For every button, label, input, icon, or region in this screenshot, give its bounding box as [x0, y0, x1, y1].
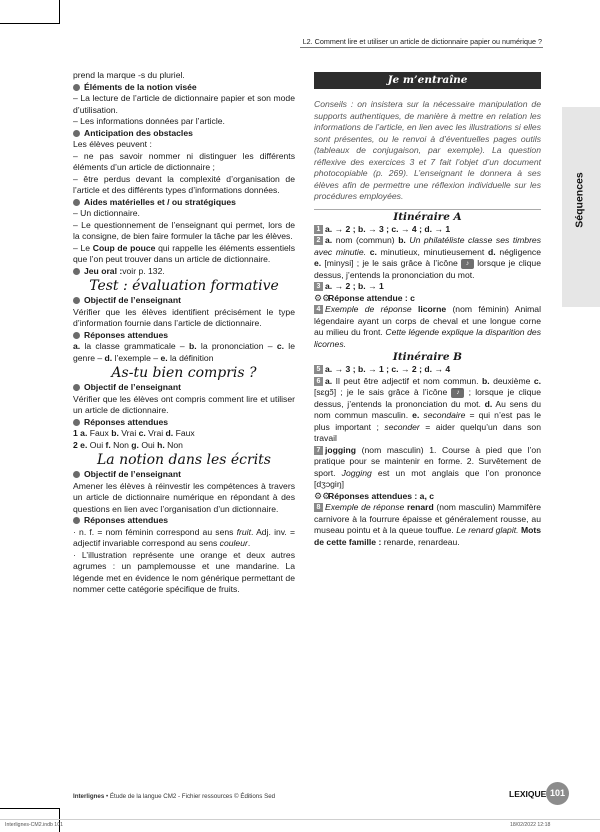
- gears-icon: ⚙⚙: [314, 490, 331, 501]
- paragraph: – être perdus devant la complexité d’organisation de l’article et des différents types d’informations données.: [73, 173, 295, 195]
- exercise-3-answer: ⚙⚙Réponse attendue : c: [314, 292, 415, 303]
- paragraph: Vérifier que les élèves ont compris comment lire et utiliser un article de dictionnaire.: [73, 393, 295, 415]
- paragraph: Vérifier que les élèves identifient précisément le type d’information fournie dans l’article de dictionnaire.: [73, 306, 295, 328]
- intro-text: prend la marque -s du pluriel.: [73, 70, 185, 80]
- bullet-icon: [73, 517, 80, 524]
- paragraph: – La lecture de l’article de dictionnaire papier et son mode d’utilisation.: [73, 93, 295, 115]
- exercise-4: 4 Exemple de réponse licorne (nom féminin) Animal légendaire ayant un corps de cheval et une longue corne au milieu du front. Cette légende explique la disparition des licornes.: [314, 304, 542, 349]
- exercise-3: 3 a. → 2 ; b. → 1: [314, 281, 541, 293]
- paragraph: – Le questionnement de l’enseignant qui permet, lors de la consigne, de bien faire formuler la tâche par les élèves.: [73, 219, 295, 241]
- answers: 2 e. Oui f. Non g. Oui h. Non: [73, 439, 183, 450]
- exercise-8: 8 Exemple de réponse renard (nom masculin) Mammifère carnivore à la fourrure épaisse et généralement rousse, au museau pointu et à la queue touffue. Le renard glapit. Mots de cette famille : renarde, renardeau.: [314, 502, 542, 547]
- title-as-tu-bien-compris: As-tu bien compris ?: [111, 365, 257, 381]
- bullet-icon: [73, 471, 80, 478]
- bullet-icon: [73, 419, 80, 426]
- exercise-5: 5 a. → 3 ; b. → 1 ; c. → 2 ; d. → 4: [314, 364, 541, 376]
- slug-date: 18/02/2022 12:18: [510, 822, 551, 828]
- section-heading: Objectif de l’enseignant: [73, 382, 295, 394]
- exercise-6: 6 a. Il peut être adjectif et nom commun. b. deuxième c. [sɛgɔ̃] ; je le sais grâce à l’icône ♪ ; lorsque je clique dessus, j’entends la prononciation du mot. d. Au sens du nom commun masculin. e. secondaire = qui n’est pas le plus important ; seconder = aider quelqu’un dans son travail: [314, 375, 541, 443]
- gears-icon: ⚙⚙: [314, 292, 331, 303]
- slug-file: Interlignes-CM2.indb 101: [5, 822, 63, 828]
- bullet-icon: [73, 199, 80, 206]
- section-heading: Réponses attendues: [73, 330, 295, 342]
- answers: 1 a. Faux b. Vrai c. Vrai d. Faux: [73, 428, 195, 438]
- paragraph: Les élèves peuvent :: [73, 139, 152, 149]
- section-heading: Éléments de la notion visée: [73, 82, 295, 94]
- section-heading: Objectif de l’enseignant: [73, 295, 295, 307]
- footer-section: LEXIQUE: [509, 789, 547, 799]
- paragraph: – ne pas savoir nommer ni distinguer les différents éléments d’un article de dictionnaire ;: [73, 150, 295, 172]
- running-title: L2. Comment lire et utiliser un article de dictionnaire papier ou numérique ?: [302, 37, 542, 46]
- page-number: 101: [546, 782, 569, 805]
- bullet-icon: [73, 297, 80, 304]
- crop-mark: [59, 808, 60, 832]
- paragraph: · L’illustration représente une orange et deux autres agrumes : un pamplemousse et une mandarine. La légende met en évidence le nom générique permettant de nommer cette catégorie spécifique de fruits.: [73, 549, 295, 594]
- exercise-2: 2 a. nom (commun) b. Un philatéliste classe ses timbres avec minutie. c. minutieux, minutieusement d. négligence e. [minysi] ; je le sais grâce à l’icône ♪ lorsque je clique dessus, j’entends la prononciation du mot.: [314, 235, 542, 280]
- footer-credits: Interlignes • Étude de la langue CM2 - Fichier ressources © Éditions Sed: [73, 793, 276, 800]
- exercise-7: 7 jogging (nom masculin) 1. Course à pied que l’on pratique pour se maintenir en forme. 2. Survêtement de sport. Jogging est un mot anglais que l’on prononce [dʒɔgiŋ]: [314, 444, 541, 489]
- paragraph: – Le Coup de pouce qui rappelle les éléments essentiels que l’on peut trouver dans un article de dictionnaire.: [73, 242, 295, 264]
- section-heading: Objectif de l’enseignant: [73, 469, 295, 481]
- section-heading: Jeu oral : voir p. 132.: [73, 266, 295, 278]
- left-column: [73, 70, 295, 596]
- bullet-icon: [73, 268, 80, 275]
- header-rule: [300, 47, 543, 48]
- itinerary-a-title: Itinéraire A: [393, 210, 462, 223]
- section-heading: Aides matérielles et / ou stratégiques: [73, 197, 295, 209]
- title-test: Test : évaluation formative: [89, 278, 279, 294]
- crop-mark: [0, 808, 60, 809]
- title-notion-ecrits: La notion dans les écrits: [96, 452, 271, 468]
- crop-mark: [0, 23, 60, 24]
- paragraph: – Les informations données par l’article.: [73, 116, 225, 126]
- section-heading: Réponses attendues: [73, 417, 295, 429]
- section-heading: Réponses attendues: [73, 515, 295, 527]
- paragraph: – Un dictionnaire.: [73, 208, 140, 218]
- conseils-box: Conseils : on insistera sur la nécessaire manipulation de supports authentiques, de manière à mettre en relation les informations de l’article, en lien avec les illustrations si elles sont présentes, ou le renvoi à d’éventuelles pages outils (tableaux de conjugaison, par exemple). La question réflexive des exercices 3 et 7 fait l’objet d’un document photocopiable (p. 269). L’enseignant le donnera à ses élèves afin de permettre une réflexion individuelle sur les procédures employées.: [314, 99, 541, 210]
- paragraph: · n. f. = nom féminin correspond au sens fruit. Adj. inv. = adjectif invariable correspond au sens couleur.: [73, 526, 296, 548]
- bullet-icon: [73, 84, 80, 91]
- section-heading: Anticipation des obstacles: [73, 128, 295, 140]
- slug-rule: [0, 819, 600, 820]
- bullet-icon: [73, 130, 80, 137]
- answers: a. la classe grammaticale – b. la prononciation – c. le genre – d. l’exemple – e. la définition: [73, 341, 295, 363]
- right-column: [314, 99, 541, 548]
- section-banner: Je m’entraîne: [314, 72, 541, 89]
- bullet-icon: [73, 384, 80, 391]
- paragraph: Amener les élèves à réinvestir les compétences à travers un article de dictionnaire numérique en répondant à des questions en lien avec l’organisation d’un dictionnaire.: [73, 480, 295, 514]
- speaker-icon: ♪: [461, 259, 474, 269]
- crop-mark: [59, 0, 60, 24]
- side-tab-label: Séquences: [574, 172, 587, 228]
- bullet-icon: [73, 332, 80, 339]
- exercise-7-answer: ⚙⚙Réponses attendues : a, c: [314, 490, 435, 501]
- exercise-1: 1 a. → 2 ; b. → 3 ; c. → 4 ; d. → 1: [314, 224, 541, 236]
- itinerary-b-title: Itinéraire B: [392, 351, 463, 363]
- speaker-icon: ♪: [451, 388, 464, 398]
